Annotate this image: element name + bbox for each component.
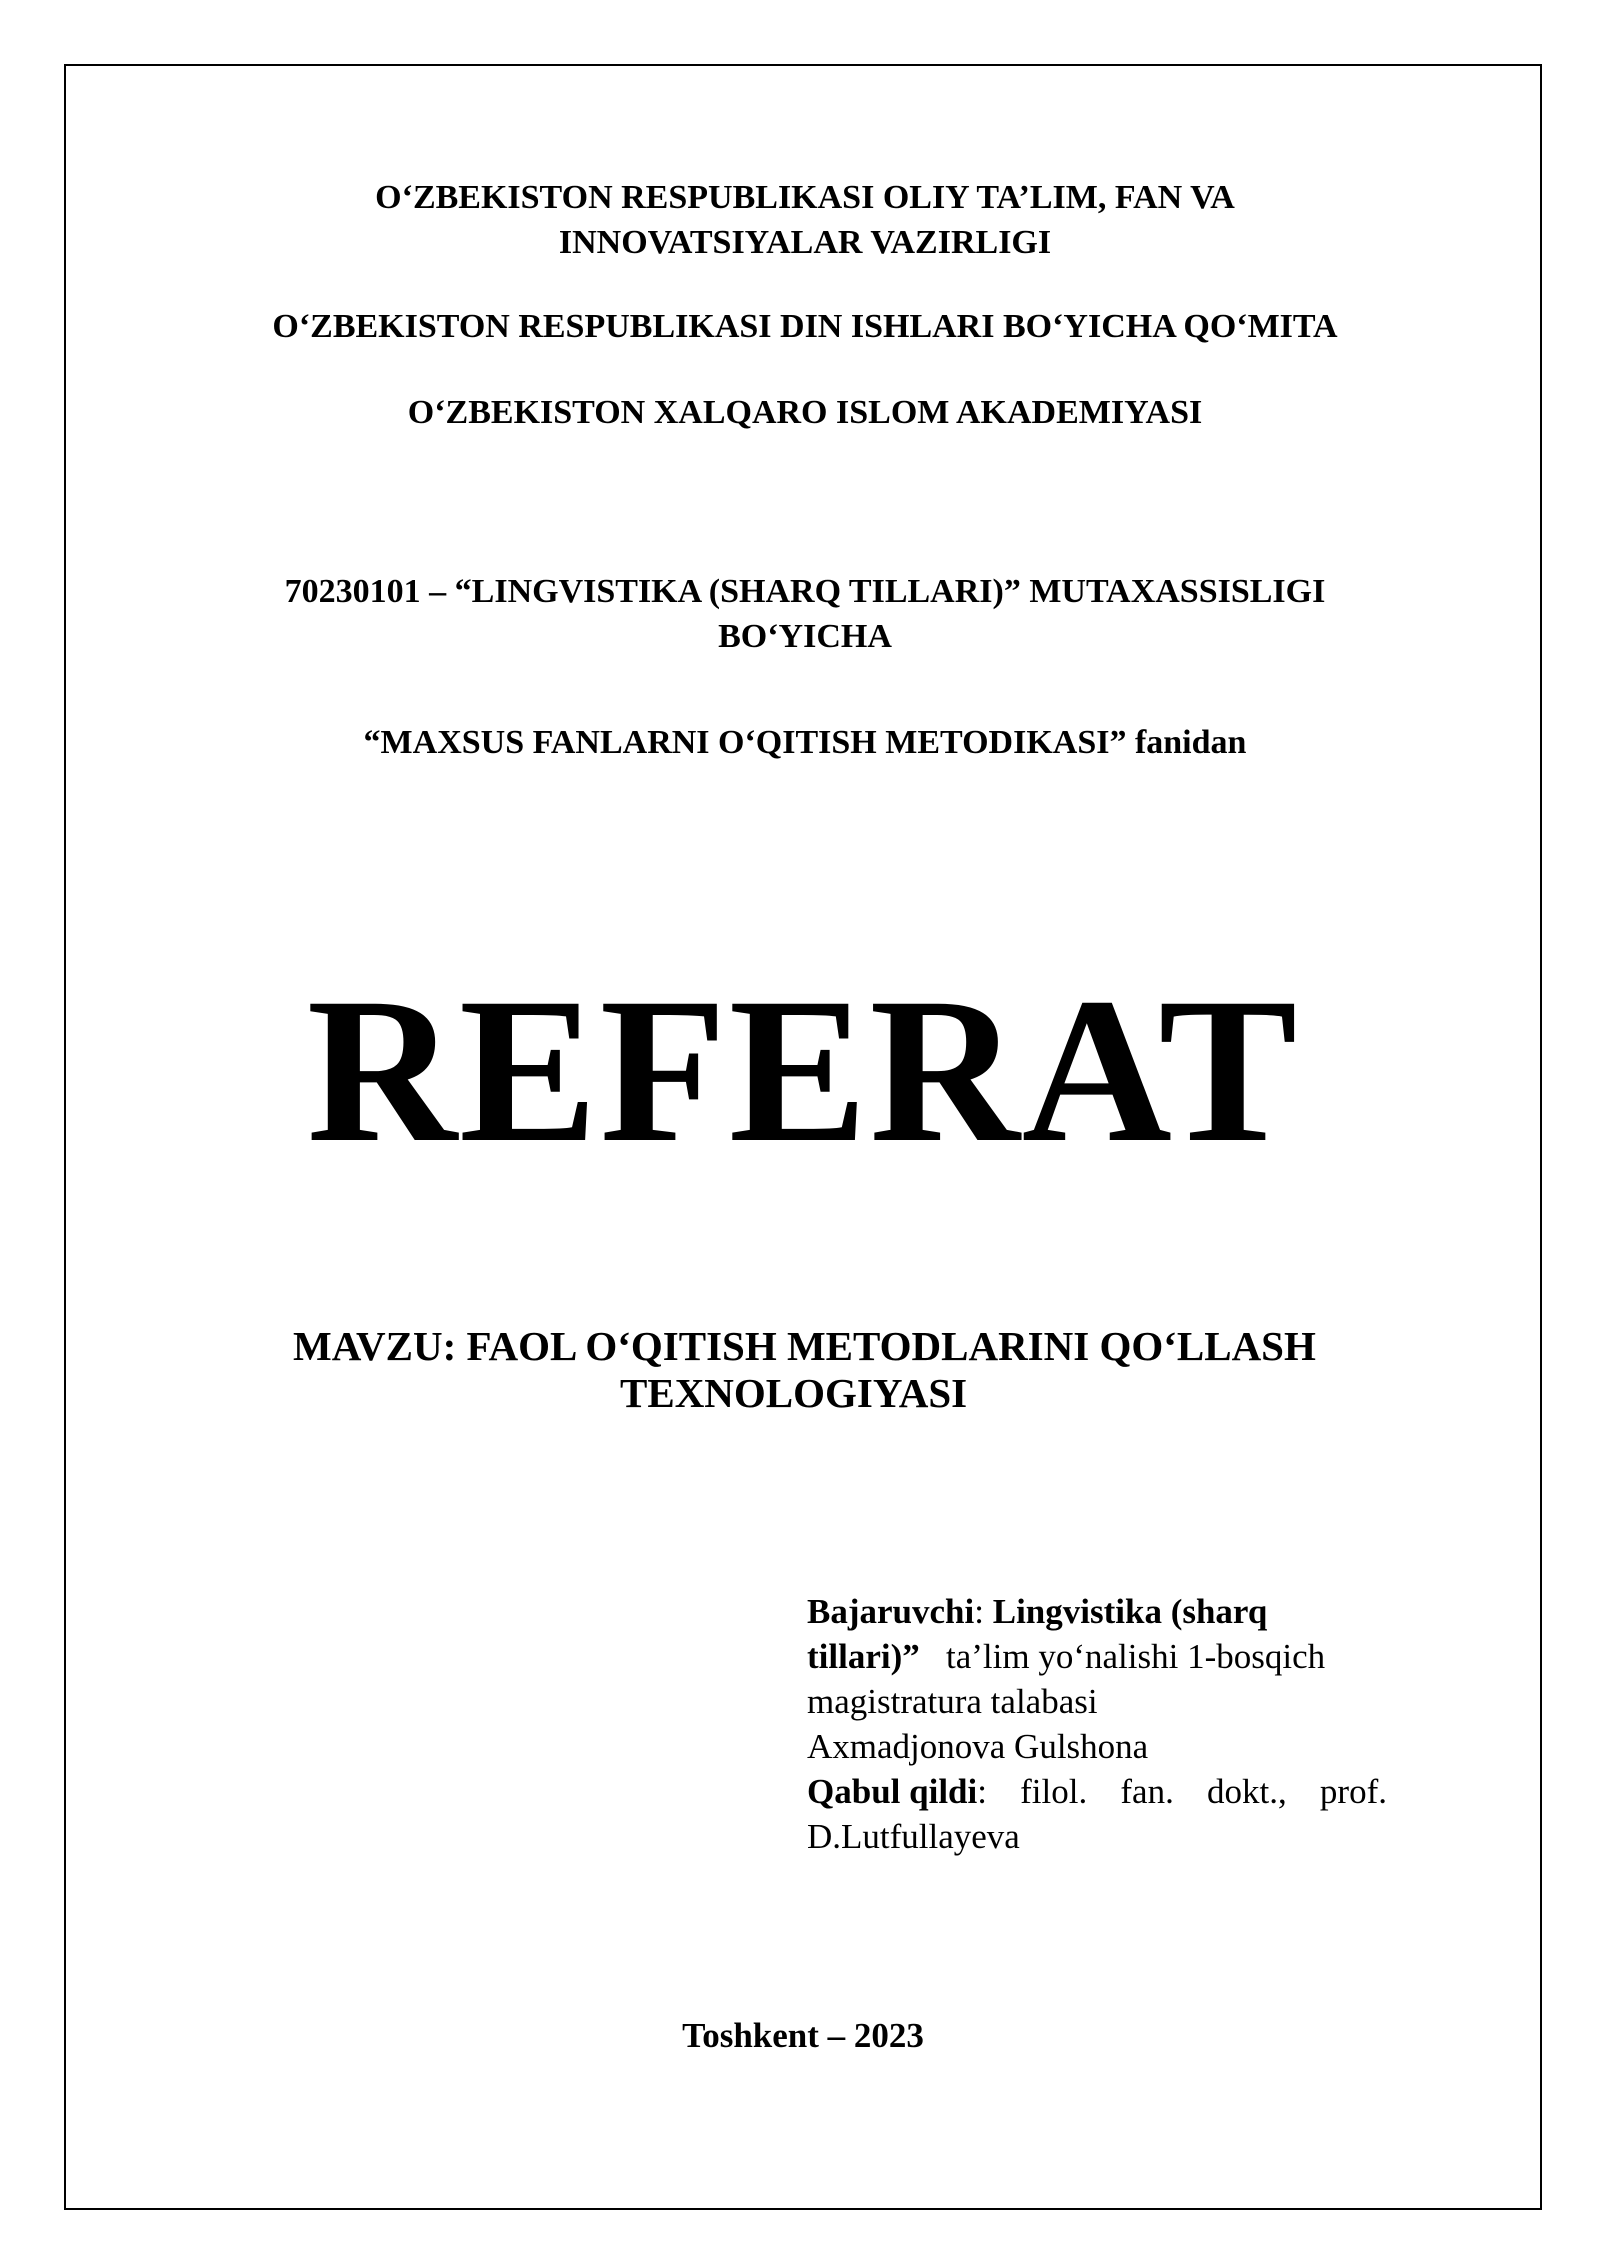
- subject-heading: [120, 720, 1490, 765]
- specialty-heading: [120, 569, 1490, 659]
- supervisor-name: D.Lutfullayeva: [807, 1817, 1020, 1856]
- author-info-block: [807, 1589, 1387, 1859]
- performer-line: [807, 1589, 1387, 1634]
- program-line: [807, 1634, 1387, 1679]
- ministry-heading: [120, 175, 1490, 265]
- document-title: REFERAT: [306, 955, 1300, 1185]
- accepted-word: dokt.,: [1207, 1772, 1287, 1811]
- accepted-separator: :: [977, 1772, 987, 1811]
- accepted-word: prof.: [1319, 1772, 1387, 1811]
- accepted-label-group: [807, 1769, 987, 1814]
- performer-label: Bajaruvchi: [807, 1592, 975, 1631]
- ministry-line-1: O‘ZBEKISTON RESPUBLIKASI OLIY TA’LIM, FAN VA: [375, 179, 1235, 216]
- student-status-line: magistratura talabasi: [807, 1682, 1098, 1721]
- performer-separator: :: [974, 1592, 993, 1631]
- committee-heading: [120, 304, 1490, 349]
- accepted-word: fan.: [1120, 1772, 1174, 1811]
- academy-line: O‘ZBEKISTON XALQARO ISLOM AKADEMIYASI: [407, 394, 1203, 431]
- program-direction: ta’lim yo‘nalishi 1-bosqich: [946, 1637, 1326, 1676]
- committee-line: O‘ZBEKISTON RESPUBLIKASI DIN ISHLARI BO‘YICHA QO‘MITA: [272, 308, 1338, 345]
- ministry-line-2: INNOVATSIYALAR VAZIRLIGI: [558, 224, 1052, 261]
- student-name: Axmadjonova Gulshona: [807, 1727, 1149, 1766]
- program-tail: tillari)”: [807, 1637, 920, 1676]
- city-year: Toshkent – 2023: [682, 2016, 924, 2055]
- academy-heading: [120, 390, 1490, 435]
- accepted-line: [807, 1769, 1387, 1814]
- subject-line: “MAXSUS FANLARNI O‘QITISH METODIKASI” fanidan: [363, 724, 1247, 761]
- topic-line-2: TEXNOLOGIYASI: [620, 1370, 968, 1416]
- accepted-word: filol.: [1020, 1772, 1088, 1811]
- accepted-label: Qabul qildi: [807, 1772, 978, 1811]
- performer-program: Lingvistika (sharq: [992, 1592, 1268, 1631]
- topic-line-1: MAVZU: FAOL O‘QITISH METODLARINI QO‘LLASH: [293, 1323, 1316, 1369]
- specialty-line-1: 70230101 – “LINGVISTIKA (SHARQ TILLARI)” MUTAXASSISLIGI: [284, 573, 1326, 610]
- specialty-line-2: BO‘YICHA: [718, 618, 892, 655]
